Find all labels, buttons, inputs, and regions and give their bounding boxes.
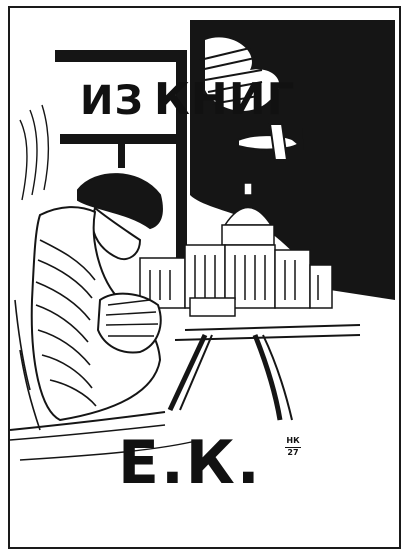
title-prefix: ИЗ xyxy=(80,78,144,124)
title-main: КНИГ xyxy=(153,74,296,125)
road-icon xyxy=(170,325,360,420)
bookplate-title xyxy=(80,74,296,125)
owner-initials: Е.К. xyxy=(118,428,262,498)
monogram-year: 27 xyxy=(287,447,299,457)
person-reading-book-icon xyxy=(10,174,165,440)
monogram-letters: НК xyxy=(286,436,300,445)
artist-monogram xyxy=(285,437,301,458)
